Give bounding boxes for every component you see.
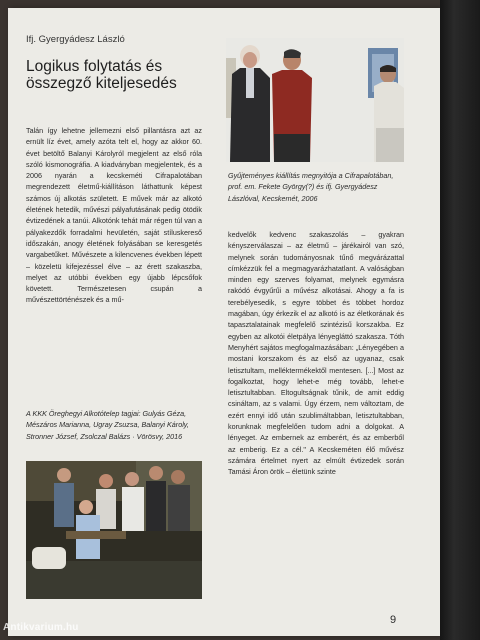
right-body-text: kedvelők kedvenc szakaszolás – gyakran kényszerválaszai – az életmű – járékairól van szó, melynek során tudományosnak tűnő megvárázattal címkézzük fel a megmagyarázhatatlant. A valóságban minden egy szerves folyamat, melynek egymásra rakódó évgyűrűi a művész alkotásai. Ahogy a fa is terebélyesedik, s egyre többet és többet hordoz magában, úgy érkezik el az alkotó is az életkorának és tapasztalatainak megfelelő szintézisű korszakba. Ez egyben az alkotói életpálya lényegláttó szakasza. Tóth Menyhért sajátos megfogalmazásában: „Lényegében a mostani korszakom és az első az ugyanaz, csak letisztultam, melléktermékektől mentesen. [...] Most az fogalkoztat, hogy lehet-e még tovább, lehet-e letisztultabban. Eltogultságnak tűnik, de amit eddig csináltam, az s valami. Úgy érzem, nem változtam, de ezért ennyi idő után szublimáltabban, letisztultabban, korunknak megfelelően tudom adni a dolgokat. A lényeget. Az embernek az emberért, és az emberből az emberig. Ez a cél." A Kecskeméten élő művész számára értelmet nyert az elmúlt évtizedek során Tamási Áron örök – életünk szinte bbox=[228, 230, 404, 477]
bottom-photo-caption: A KKK Öreghegyi Alkotótelep tagjai: Gulyás Géza, Mészáros Marianna, Ugray Zsuzsa, Balanyi Károly, Stronner József, Zsolczal Balázs · Vörösvy, 2016 bbox=[26, 409, 189, 441]
article-title: Logikus folytatás és összegző kiteljesedés bbox=[26, 58, 177, 93]
group-photo bbox=[26, 461, 202, 599]
right-column bbox=[228, 229, 404, 478]
bottom-photo-caption-block bbox=[26, 408, 202, 442]
top-photo-caption: Gyűjteményes kiállítás megnyitója a Cifrapalotában, prof. em. Fekete György(?) és ifj. Gyergyádesz Lászlóval, Kecskemét, 2006 bbox=[228, 171, 394, 203]
page-number: 9 bbox=[390, 614, 397, 626]
exhibition-photo-illustration bbox=[226, 38, 404, 162]
group-photo-illustration bbox=[26, 461, 202, 599]
left-body-text: Talán így lehetne jellemezni első pillantásra azt az ernült líz évet, amely azóta telt el, hogy az akkor 60. évet betöltő Balanyi Károlyról megjelent az első róla szóló kismonográfia. A kiadványban megjelentek, és a 2006 nyarán a kecskeméti Cifrapalotában megrendezett életmű-kiállításon láthattunk képest számos új alkotás született. E művek már az alkotó életének hetedik, művészi pályafutásának pedig ötödik évtizedének a tanúi. Alkotónk tehát már régen túl van a pályakezdők forradalmi hevületén, saját stíluskereső időszakán, anogy életének folyásában se keresgetés vargabetűket. Művészete a kilencvenes években lépett – közeletü kifejezéssel élve – az érett szakaszba, melyet az utóbbi években egy újabb lépcsőfok követett. Természetesen csupán a művészettörténészek és a mű- bbox=[26, 126, 202, 305]
author-kicker: Ifj. Gyergyádesz László bbox=[26, 34, 125, 45]
exhibition-opening-photo bbox=[226, 38, 404, 162]
top-photo-caption-block bbox=[228, 170, 404, 204]
left-column bbox=[26, 125, 202, 306]
book-spine bbox=[440, 0, 480, 640]
watermark-text: Antikvarium.hu bbox=[3, 622, 79, 633]
